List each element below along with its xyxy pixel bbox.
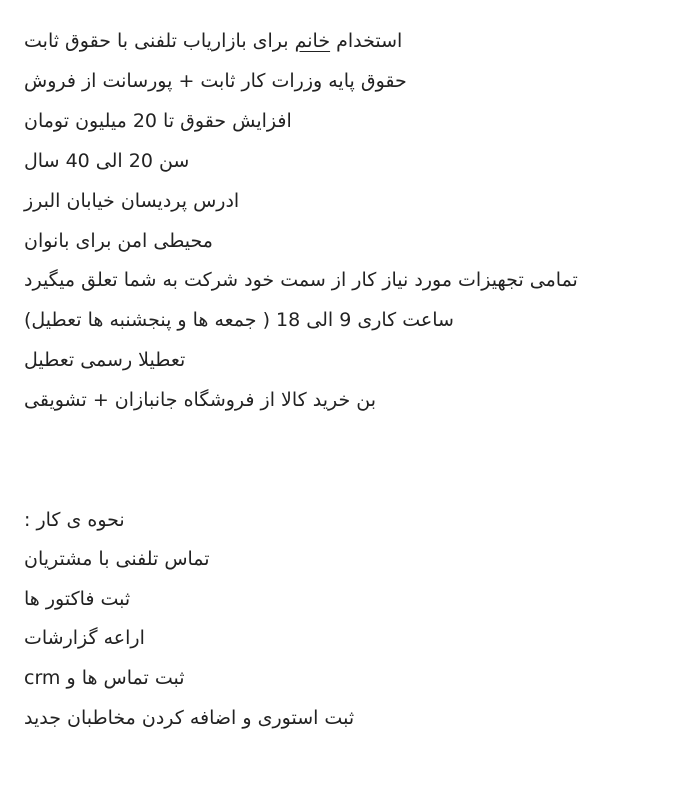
title-before-text: استخدام: [330, 30, 403, 52]
ad-line-title: [24, 27, 454, 55]
duty-item: ثبت استوری و اضافه کردن مخاطبان جدید: [24, 707, 355, 729]
ad-line-bonus: بن خرید کالا از فروشگاه جانبازان + تشویقی: [24, 389, 377, 411]
title-after-text: برای بازاریاب تلفنی با حقوق ثابت: [24, 30, 295, 52]
ad-line-working-hours: ساعت کاری 9 الی 18 ( جمعه ها و پنجشنبه ها تعطیل): [24, 309, 454, 331]
duty-item: اراعه گزارشات: [24, 627, 145, 649]
duty-item: ثبت تماس ها و crm: [24, 667, 185, 689]
ad-line-salary-base: حقوق پایه وزرات کار ثابت + پورسانت از فروش: [24, 70, 407, 92]
ad-line-address: ادرس پردیسان خیابان البرز: [24, 190, 240, 212]
underlined-word: خانم: [294, 30, 331, 52]
duties-heading: نحوه ی کار :: [24, 509, 125, 531]
ad-line-age: سن 20 الی 40 سال: [24, 150, 190, 172]
ad-line-equipment: تمامی تجهیزات مورد نیاز کار از سمت خود شرکت به شما تعلق میگیرد: [24, 269, 578, 291]
ad-line-salary-increase: افزایش حقوق تا 20 میلیون تومان: [24, 110, 292, 132]
duty-item: ثبت فاکتور ها: [24, 588, 131, 610]
ad-line-holidays: تعطیلا رسمی تعطیل: [24, 349, 186, 371]
ad-line-environment: محیطی امن برای بانوان: [24, 230, 213, 252]
duty-item: تماس تلفنی با مشتریان: [24, 548, 210, 570]
